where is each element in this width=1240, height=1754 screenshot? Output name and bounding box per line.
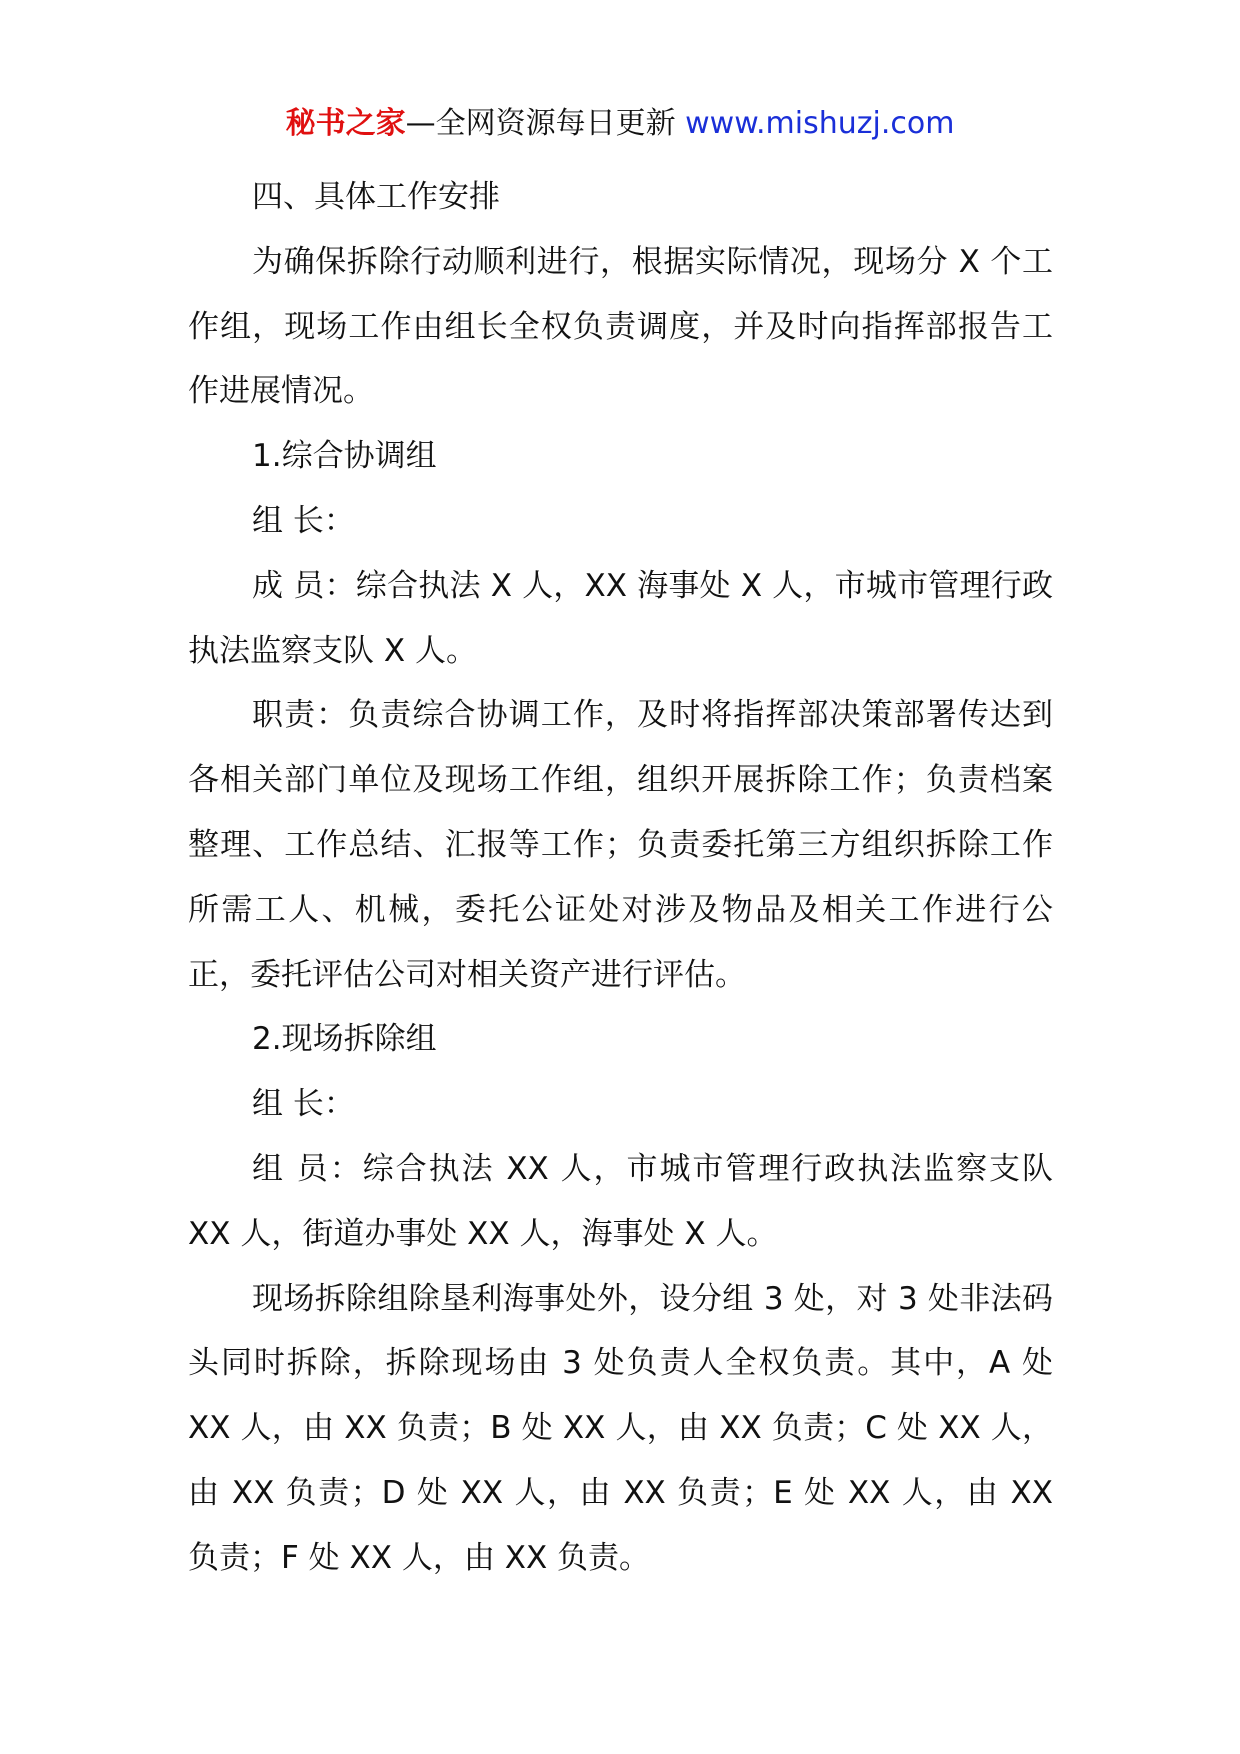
group2-leader: 组 长： bbox=[252, 1086, 355, 1123]
document-body bbox=[188, 165, 1053, 1591]
brand-name: 秘书之家 bbox=[285, 106, 406, 141]
header-tagline: —全网资源每日更新 bbox=[405, 106, 676, 141]
group1-members: 成 员：综合执法 X 人，XX 海事处 X 人，市城市管理行政执法监察支队 X 人。 bbox=[188, 567, 1053, 669]
intro-paragraph: 为确保拆除行动顺利进行，根据实际情况，现场分 X 个工作组，现场工作由组长全权负责调度，并及时向指挥部报告工作进展情况。 bbox=[188, 243, 1053, 410]
section-title: 四、具体工作安排 bbox=[252, 179, 500, 215]
group2-members: 组 员：综合执法 XX 人，市城市管理行政执法监察支队 XX 人，街道办事处 XX 人，海事处 X 人。 bbox=[188, 1150, 1053, 1252]
page-header bbox=[0, 100, 1240, 148]
group1-duties: 职责：负责综合协调工作，及时将指挥部决策部署传达到各相关部门单位及现场工作组，组织开展拆除工作；负责档案整理、工作总结、汇报等工作；负责委托第三方组织拆除工作所需工人、机械，委托公证处对涉及物品及相关工作进行公正，委托评估公司对相关资产进行评估。 bbox=[188, 697, 1053, 993]
group1-leader: 组 长： bbox=[252, 502, 355, 539]
group2-details: 现场拆除组除垦利海事处外，设分组 3 处，对 3 处非法码头同时拆除，拆除现场由 3 处负责人全权负责。其中，A 处 XX 人，由 XX 负责；B 处 XX 人，由 XX 负责；C 处 XX 人，由 XX 负责；D 处 XX 人，由 XX 负责；E 处 XX 人，由 XX 负责；F 处 XX 人，由 XX 负责。 bbox=[188, 1280, 1053, 1576]
group2-title: 2.现场拆除组 bbox=[252, 1021, 437, 1058]
group1-title: 1.综合协调组 bbox=[252, 438, 437, 475]
website-link[interactable]: www.mishuzj.com bbox=[685, 106, 955, 141]
